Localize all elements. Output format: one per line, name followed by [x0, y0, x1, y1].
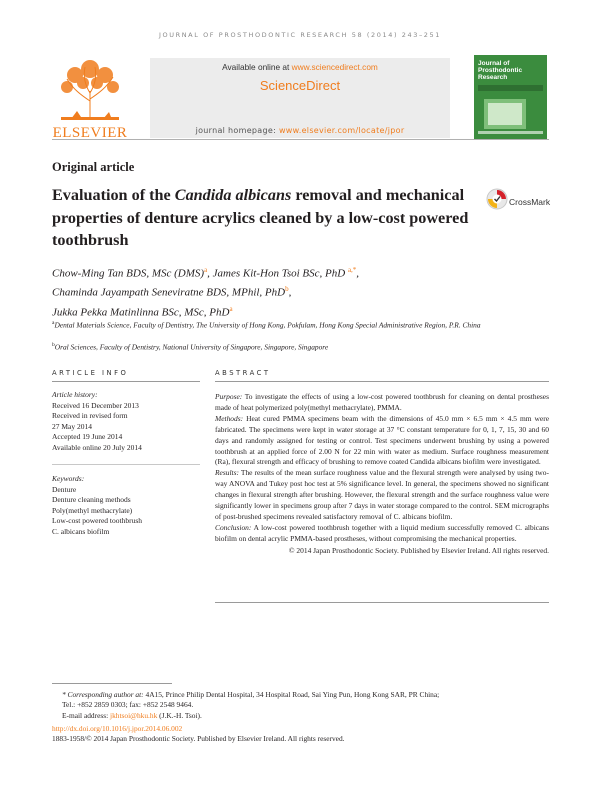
crossmark-icon[interactable] — [486, 187, 508, 211]
title-part-2: removal and mechanical properties of denture acrylics cleaned by a low-cost powered toothbrush — [52, 186, 469, 249]
abstract-conclusion — [215, 523, 549, 545]
abstract-rule — [215, 381, 549, 382]
corresponding-address: 4A15, Prince Philip Dental Hospital, 34 Hospital Road, Sai Ying Pun, Hong Kong SAR, PR China; — [143, 690, 440, 699]
phone-fax-line: Tel.: +852 2859 0303; fax: +852 2548 9464. — [62, 700, 194, 709]
results-label: Results: — [215, 468, 239, 478]
email-prefix: E-mail address: — [62, 711, 111, 720]
author-name: Chow-Ming Tan BDS, MSc (DMS) — [52, 267, 205, 280]
journal-homepage-line — [150, 126, 450, 135]
conclusion-text: A low-cost powered toothbrush together with a liquid medium successfully removed C. albicans biofilm on dental acrylic PMMA-based prostheses, without compromising the mechanical properties. — [215, 522, 549, 543]
abstract-methods — [215, 414, 549, 469]
author-name: Chaminda Jayampath Seneviratne BDS, MPhil, PhD — [52, 287, 286, 300]
affiliation-text: Dental Materials Science, Faculty of Dentistry, The University of Hong Kong, Pokfulam, Hong Kong Special Administrative Region, P.R. China — [54, 320, 481, 330]
author-affiliation-mark[interactable]: b — [285, 285, 289, 294]
sciencedirect-brand: ScienceDirect — [259, 78, 341, 93]
keyword-item: Denture — [52, 484, 77, 494]
history-label: Article history: — [52, 390, 98, 399]
corresponding-author-note — [52, 690, 549, 701]
history-item: Received 16 December 2013 — [52, 400, 139, 410]
author-list — [52, 263, 552, 321]
article-title — [52, 184, 472, 252]
author-affiliation-mark[interactable]: a — [204, 266, 208, 274]
title-italic: Candida albicans — [174, 186, 292, 204]
article-info-heading: ARTICLE INFO — [52, 369, 129, 377]
abstract-end-rule — [215, 602, 549, 603]
doi-link[interactable]: http://dx.doi.org/10.1016/j.jpor.2014.06.002 — [52, 724, 183, 733]
affiliation-mark: b — [52, 342, 55, 348]
author-name: James Kit-Hon Tsoi BSc, PhD — [212, 267, 346, 280]
journal-running-head: JOURNAL OF PROSTHODONTIC RESEARCH 58 (2014) 243–251 — [158, 31, 442, 39]
purpose-label: Purpose: — [215, 392, 243, 401]
methods-label: Methods: — [215, 413, 244, 423]
keyword-item: Low-cost powered toothbrush — [52, 516, 142, 525]
available-online-line — [150, 62, 450, 72]
article-history — [52, 390, 202, 453]
abstract-purpose — [215, 392, 549, 414]
author-affiliation-mark[interactable]: a,* — [347, 266, 357, 274]
issn-line: 1883-1958/© 2014 Japan Prosthodontic Society. Published by Elsevier Ireland. All rights reserved. — [52, 734, 345, 743]
sciencedirect-link[interactable]: www.sciencedirect.com — [291, 62, 378, 72]
article-info-rule — [52, 381, 200, 382]
affiliation-mark: a — [52, 320, 55, 326]
author-separator: , — [356, 267, 360, 280]
history-item: Accepted 19 June 2014 — [52, 432, 123, 441]
keyword-item: C. albicans biofilm — [52, 526, 110, 536]
author-affiliation-mark[interactable]: a — [229, 304, 233, 313]
conclusion-label: Conclusion: — [215, 522, 252, 532]
email-line — [62, 711, 202, 722]
crossmark-label[interactable]: CrossMark — [509, 197, 551, 207]
abstract-results — [215, 468, 549, 523]
author-email-link[interactable]: jkhtsoi@hku.hk — [110, 711, 158, 720]
doi-line — [52, 724, 182, 735]
author-line — [52, 282, 552, 301]
available-prefix: Available online at — [222, 62, 292, 72]
abstract-copyright: © 2014 Japan Prosthodontic Society. Published by Elsevier Ireland. All rights reserved. — [288, 545, 549, 555]
journal-cover-title: Journal of Prosthodontic Research — [478, 60, 523, 81]
author-separator: , — [207, 267, 213, 280]
journal-homepage-link[interactable]: www.elsevier.com/locate/jpor — [278, 126, 405, 135]
keywords-rule — [52, 464, 200, 465]
history-item: Available online 20 July 2014 — [52, 442, 142, 452]
purpose-text: To investigate the effects of using a low-cost powered toothbrush for cleaning on dental prostheses made of heat polymerized poly(methyl methacrylate), PMMA. — [215, 392, 549, 412]
abstract-body — [215, 392, 549, 557]
keywords-block — [52, 474, 202, 537]
affiliation-a — [52, 318, 549, 331]
author-name: Jukka Pekka Matinlinna BSc, MSc, PhD — [52, 306, 230, 319]
results-text: The results of the mean surface roughness value and the flexural strength were analysed by using two-way ANOVA and Tukey post hoc test at 5% significance level. In general, the specimens showed no significant changes in flexural strength after brushing. However, the flexural strength and the surface roughness value were significantly lower in specimens group after 7 days in water storage compared to the control. SEM micrographs of post-brushed specimens revealed satisfactory removal of C. albicans biofilm. — [215, 468, 549, 521]
title-part-1: Evaluation of the — [52, 186, 175, 204]
email-suffix: (J.K.-H. Tsoi). — [157, 711, 202, 720]
corresponding-label: * Corresponding author at: — [62, 690, 144, 699]
methods-text: Heat cured PMMA specimens beam with the dimensions of 45.0 mm × 6.5 mm × 4.5 mm were fabricated. The specimens were kept in water storage at 37 °C constant temperature for 0, 1, 7, 15, 30 and 60 days and randomly assigned for testing or control. Test specimens underwent brushing by using a powered toothbrush at an applied force of 2.00 N for 22 min with water as medium. Surface roughness measurement (Ra), flexural strength and efficacy of brushing to remove coated Candida albicans biofilm were investigated. — [215, 413, 549, 467]
homepage-prefix: journal homepage: — [195, 126, 279, 135]
article-type: Original article — [52, 160, 135, 174]
keyword-item: Denture cleaning methods — [52, 495, 131, 504]
history-item: 27 May 2014 — [52, 421, 92, 431]
author-line — [52, 263, 552, 282]
publisher-logo-text: ELSEVIER — [52, 125, 128, 141]
affiliation-text: Oral Sciences, Faculty of Dentistry, National University of Singapore, Singapore, Singapore — [54, 342, 329, 352]
author-separator: , — [288, 287, 292, 300]
keywords-label: Keywords: — [52, 474, 85, 483]
abstract-heading: ABSTRACT — [215, 369, 271, 377]
keyword-item: Poly(methyl methacrylate) — [52, 505, 133, 515]
affiliation-b — [52, 340, 549, 353]
history-item: Received in revised form — [52, 411, 128, 420]
footnote-rule — [52, 683, 172, 684]
